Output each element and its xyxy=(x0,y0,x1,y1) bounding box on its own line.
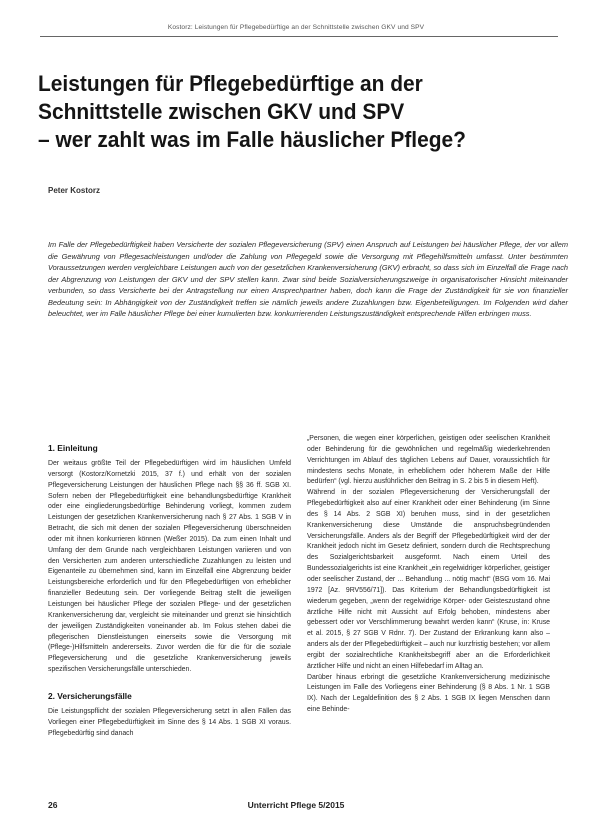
header-rule xyxy=(40,36,558,37)
title-line-2: Schnittstelle zwischen GKV und SPV xyxy=(38,99,405,124)
author-name: Peter Kostorz xyxy=(48,186,101,195)
running-header: Kostorz: Leistungen für Pflegebedürftige an der Schnittstelle zwischen GKV und SPV xyxy=(167,24,425,31)
quote-paragraph: „Personen, die wegen einer körperlichen, geistigen oder seelischen Krankheit oder Behinderung für die gewöhnlichen und regelmäßig wiederkehrenden Verrichtungen im Ablauf des täglichen Lebens auf Dauer, voraussichtlich für mindestens sechs Monate, in erheblichem oder höherem Maße der Hilfe bedürfen“ (vgl. hierzu ausführlicher den Beitrag in S. 2 bis 5 in diesem Heft). xyxy=(307,435,550,486)
body-paragraph: Darüber hinaus erbringt die gesetzliche Krankenversicherung medizinische Leistungen im Falle des Vorliegens einer Behinderung (§ 8 Abs. 1 Nr. 1 SGB IX). Nach der Legaldefinition des § 2 Abs. 1 SGB IX liegen Menschen dann eine Behinde- xyxy=(307,673,550,714)
section-heading-versicherungsfaelle: 2. Versicherungsfälle xyxy=(48,690,132,701)
title-line-1: Leistungen für Pflegebedürftige an der xyxy=(38,71,423,96)
section-text-versicherungsfaelle: Die Leistungspflicht der sozialen Pflegeversicherung setzt in allen Fällen das Vorliegen einer Pflegebedürftigkeit im Sinne des § 14 Abs. 1 SGB XI voraus. Pflegebedürftig sind danach xyxy=(48,707,291,737)
journal-footer: Unterricht Pflege 5/2015 xyxy=(247,800,345,810)
page-number: 26 xyxy=(48,800,58,810)
right-column xyxy=(307,434,550,716)
body-paragraph: Während in der sozialen Pflegeversicherung der Versicherungsfall der Pflegebedürftigkeit also auf einer Krankheit oder einer Behinderung (im Sinne des § 14 Abs. 2 SGB XI) beruhen muss, sind in der gesetzlichen Krankenversicherung diese Umstände die anspruchsbegründenden Versicherungsfälle. Anders als der Begriff der Pflegebedürftigkeit wird der der Krankheit jedoch nicht im Gesetz definiert, sondern durch die Rechtsprechung des Sozialgerichtsbarkeit ausgeformt. Nach einem Urteil des Bundessozialgerichts ist eine Krankheit „ein regelwidriger körperlicher, geistiger oder seelischer Zustand, der ... Behandlung ... nötig macht“ (BSG vom 16. Mai 1972 [Az. 9RV556/71]). Das Kriterium der Behandlungsbedürftigkeit ist wiederum gegeben, „wenn der regelwidrige Körper- oder Geisteszustand ohne ärztliche Hilfe nicht mit Aussicht auf Erfolg behoben, mindestens aber gebessert oder vor Verschlimmerung bewahrt werden kann“ (Kruse, in: Kruse et al. 2015, § 27 SGB V Rdnr. 7). Der Zustand der Erkrankung kann also – anders als der der Pflegebedürftigkeit – auch nur kurzfristig bestehen; vor allem ergibt der sozialrechtliche Krankheitsbegriff aber an die Erforderlichkeit ärztlicher Hilfe und nicht an einen Hilfebedarf im Alltag an. xyxy=(307,489,550,670)
title-line-3: – wer zahlt was im Falle häuslicher Pflege? xyxy=(38,127,466,152)
section-heading-einleitung: 1. Einleitung xyxy=(48,443,98,453)
section-text-einleitung: Der weitaus größte Teil der Pflegebedürftigen wird im häuslichen Umfeld versorgt (Kostorz/Kornetzki 2015, 37 f.) und erhält von der sozialen Pflegeversicherung Leistungen der häuslichen Pflege nach §§ 36 ff. SGB XI. Sofern neben der Pflegebedürftigkeit eine behandlungsbedürftige Krankheit oder eine eingliederungsbedürftige Behinderung vorliegt, kommen zudem Leistungen der gesetzlichen Krankenversicherung nach § 27 Abs. 1 SGB V in Betracht, die sich mit denen der sozialen Pflegeversicherung überschneiden oder mit ihnen konkurrieren können (Weßer 2015). Da zum einen Inhalt und Umfang der dem Grunde nach vergleichbaren Leistungen variieren und von den Versicherten zum anderen unterschiedliche Zuzahlungen zu leisten und Eigenanteile zu übernehmen sind, kann im Einzelfall eine Abgrenzung beider Leistungsbereiche erforderlich und für den Pflegebedürftigen von erheblicher finanzieller Bedeutung sein. Der vorliegende Beitrag stellt die jeweiligen Leistungen bei häuslicher Pflege der sozialen Pflege- und der gesetzlichen Krankenversicherung dar, vergleicht sie miteinander und grenzt sie hinsichtlich der jeweiligen Zuständigkeiten voneinander ab. Im Fokus stehen dabei die pflegerischen Dienstleistungen einerseits sowie die Versorgung mit (Pflege-)Hilfsmitteln andererseits. Zuvor werden die für die für die soziale Pflegeversicherung und die gesetzliche Krankenversicherung jeweils spezifischen Versicherungsfälle unterschieden. xyxy=(48,460,291,674)
left-column xyxy=(48,442,291,739)
article-title xyxy=(38,70,526,154)
abstract: Im Falle der Pflegebedürftigkeit haben Versicherte der sozialen Pflegeversicherung (SPV) einen Anspruch auf Leistungen bei häuslicher Pflege, der vor allem die Gewährung von Pflegesachleistungen und/oder die Zahlung von Pflegegeld sowie die Versorgung mit Pflegehilfsmitteln umfasst. Unter bestimmten Voraussetzungen werden vergleichbare Leistungen auch von der gesetzlichen Krankenversicherung (GKV) erbracht, so dass sich im Einzelfall die Frage nach der Abgrenzung von Leistungen der GKV und der SPV stellen kann. Zwar sind beide Sozialversicherungszweige in organisatorischer Hinsicht miteinander verbunden, so dass Versicherte bei der Antragstellung nur einen Ansprechpartner haben, doch kann die Frage der Zuständigkeit für sie von finanzieller Bedeutung sein: In Abhängigkeit von der Zuständigkeit treffen sie nämlich jeweils andere Zuzahlungen bzw. Eigenbeteiligungen. Im Folgenden wird daher beleuchtet, wer im Falle häuslicher Pflege bei einer kumulierten bzw. konkurrierenden Leistungszuständigkeit entsprechende Hilfen erbringen muss. xyxy=(48,240,568,319)
